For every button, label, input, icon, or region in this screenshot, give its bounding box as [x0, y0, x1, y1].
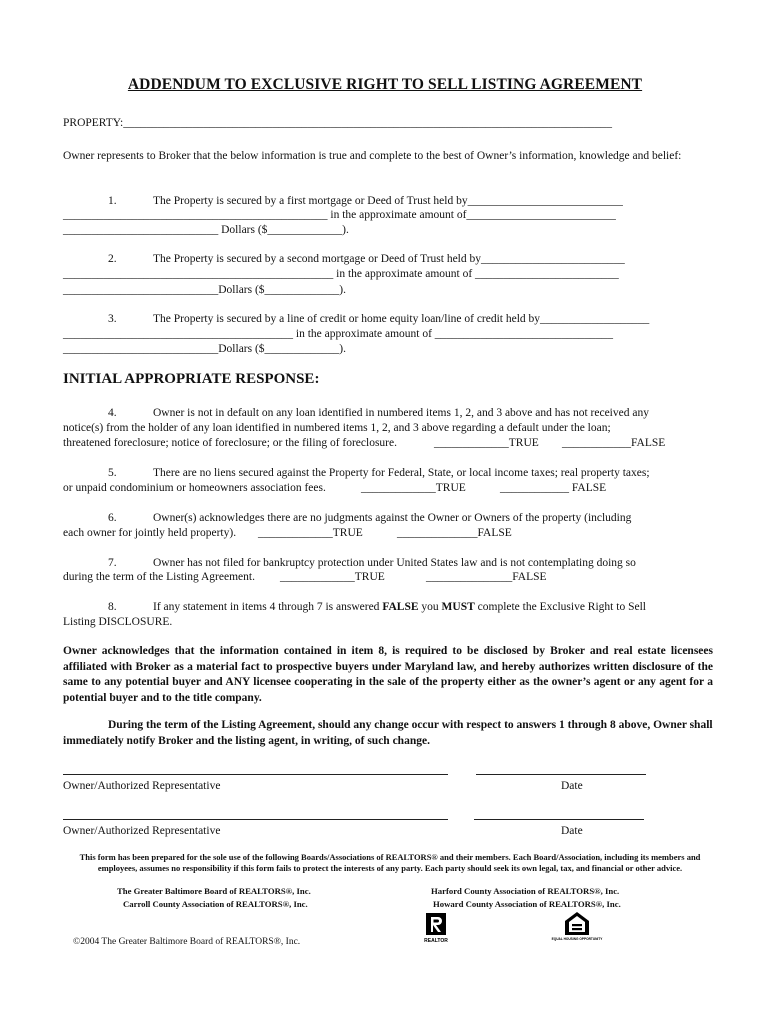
response-text-part: you [418, 601, 442, 613]
item-number: 8. [108, 601, 117, 613]
assoc-baltimore: The Greater Baltimore Board of REALTORS®, Inc. [117, 886, 311, 896]
equal-housing-text: EQUAL HOUSING OPPORTUNITY [551, 937, 603, 941]
item-number: 3. [108, 313, 117, 325]
second-mortgage-dollars-field[interactable]: ___________________________Dollars ($_____________). [63, 284, 347, 296]
response-text-part: If any statement in items 4 through 7 is answered [153, 601, 383, 613]
realtor-logo-text: REALTOR [424, 938, 448, 944]
item-number: 4. [108, 407, 117, 419]
owner-signature-line[interactable] [63, 774, 448, 775]
date-label: Date [561, 825, 583, 837]
response-text: Owner has not filed for bankruptcy protection under United States law and is not contemplating doing so [153, 557, 636, 569]
false-initial-field[interactable]: ______________FALSE [397, 527, 512, 539]
second-mortgage-amount-field[interactable]: _______________________________________________ in the approximate amount of _________________________ [63, 268, 619, 280]
item-number: 1. [108, 195, 117, 207]
false-initial-field[interactable]: ____________ FALSE [500, 482, 607, 494]
credit-line-holder-field[interactable]: The Property is secured by a line of credit or home equity loan/line of credit held by___________________ [153, 313, 650, 325]
false-initial-field[interactable]: ____________FALSE [562, 437, 666, 449]
true-initial-field[interactable]: _____________TRUE [361, 482, 466, 494]
response-text: or unpaid condominium or homeowners association fees. [63, 482, 326, 494]
first-mortgage-amount-field[interactable]: ______________________________________________ in the approximate amount of__________________________ [63, 209, 616, 221]
signature-label: Owner/Authorized Representative [63, 780, 221, 792]
credit-line-amount-field[interactable]: ________________________________________ in the approximate amount of _______________________________ [63, 328, 614, 340]
document-title: ADDENDUM TO EXCLUSIVE RIGHT TO SELL LISTING AGREEMENT [127, 76, 643, 93]
assoc-harford: Harford County Association of REALTORS®, Inc. [431, 886, 620, 896]
date-label: Date [561, 780, 583, 792]
item-number: 6. [108, 512, 117, 524]
must-emphasis: MUST [441, 601, 475, 613]
equal-housing-icon [551, 911, 603, 945]
true-initial-field[interactable]: _____________TRUE [280, 571, 385, 583]
property-field[interactable]: PROPERTY:_____________________________________________________________________________________ [63, 117, 612, 129]
first-mortgage-dollars-field[interactable]: ___________________________ Dollars ($_____________). [63, 224, 349, 236]
second-mortgage-holder-field[interactable]: The Property is secured by a second mortgage or Deed of Trust held by_________________________ [153, 253, 625, 265]
intro-paragraph: Owner represents to Broker that the below information is true and complete to the best of Owner’s information, knowledge and belief: [63, 150, 682, 162]
copyright: ©2004 The Greater Baltimore Board of REALTORS®, Inc. [73, 937, 301, 947]
credit-line-dollars-field[interactable]: ___________________________Dollars ($_____________). [63, 343, 347, 355]
change-notice: During the term of the Listing Agreement, should any change occur with respect to answers 1 through 8 above, Owner shall immediately notify Broker and the listing agent, in writing, of such change. [63, 719, 713, 747]
response-text: Listing DISCLOSURE. [63, 616, 173, 628]
signature-label: Owner/Authorized Representative [63, 825, 221, 837]
response-text: There are no liens secured against the Property for Federal, State, or local income taxes; real property taxes; [153, 467, 650, 479]
item-number: 5. [108, 467, 117, 479]
first-mortgage-holder-field[interactable]: The Property is secured by a first mortgage or Deed of Trust held by___________________________ [153, 195, 623, 207]
owner-signature-line[interactable] [63, 819, 448, 820]
item-number: 7. [108, 557, 117, 569]
assoc-howard: Howard County Association of REALTORS®, Inc. [433, 899, 621, 909]
response-text: during the term of the Listing Agreement. [63, 571, 255, 583]
response-text: Owner(s) acknowledges there are no judgments against the Owner or Owners of the property (including [153, 512, 632, 524]
response-text-part: complete the Exclusive Right to Sell [474, 601, 646, 613]
true-initial-field[interactable]: _____________TRUE [258, 527, 363, 539]
response-text: threatened foreclosure; notice of foreclosure; or the filing of foreclosure. [63, 437, 397, 449]
true-initial-field[interactable]: _____________TRUE [434, 437, 539, 449]
false-initial-field[interactable]: _______________FALSE [426, 571, 547, 583]
realtor-logo-icon [425, 912, 447, 944]
response-text [153, 600, 646, 615]
item-number: 2. [108, 253, 117, 265]
assoc-carroll: Carroll County Association of REALTORS®, Inc. [123, 899, 308, 909]
false-emphasis: FALSE [382, 601, 419, 613]
owner-acknowledgement: Owner acknowledges that the information contained in item 8, is required to be disclosed by Broker and real estate licensees affiliated with Broker as a material fact to prospective buyers under Maryland law, and hereby authorizes written disclosure of the same to any potential buyer and ANY licensee cooperating in the sale of the property either as the owner’s agent or any agent for a potential buyer and to the title company. [63, 645, 713, 704]
response-text: each owner for jointly held property). [63, 527, 237, 539]
initial-response-heading: INITIAL APPROPRIATE RESPONSE: [63, 371, 320, 387]
response-text: notice(s) from the holder of any loan identified in numbered items 1, 2, and 3 above regarding a default under the loan; [63, 422, 611, 434]
response-text: Owner is not in default on any loan identified in numbered items 1, 2, and 3 above and has not received any [153, 407, 649, 419]
date-line[interactable] [474, 819, 644, 820]
footer-notice: This form has been prepared for the sole use of the following Boards/Associations of REALTORS® and their members. Each Board/Association, including its members and employees, assumes no responsibility if this form fails to protect the interests of any party. Each party should seek its own legal, tax, and financial or other advice. [79, 852, 701, 873]
date-line[interactable] [476, 774, 646, 775]
